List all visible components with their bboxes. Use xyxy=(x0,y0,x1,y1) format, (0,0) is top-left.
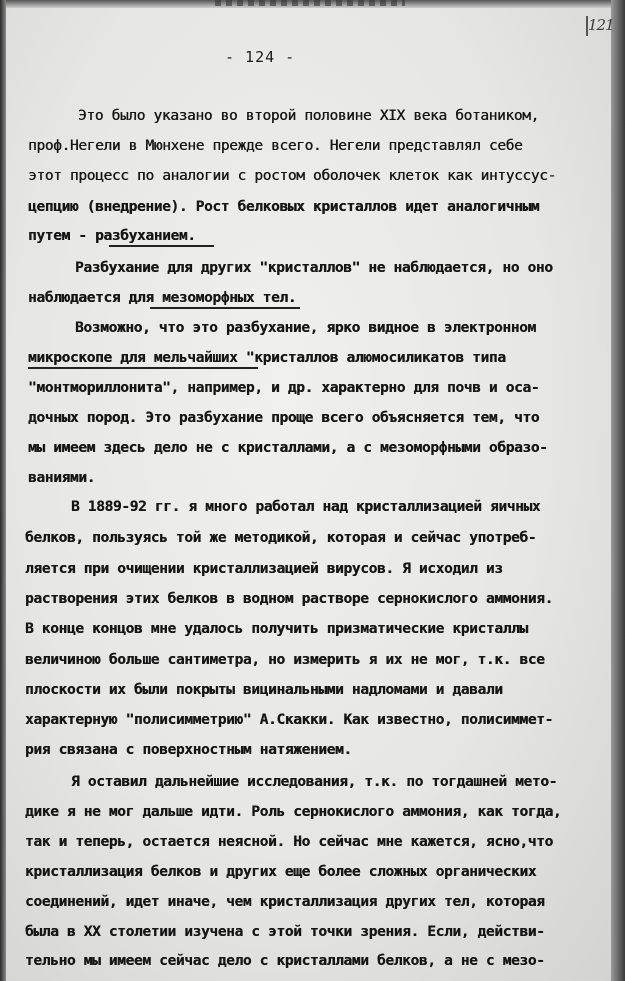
text-line: Я оставил дальнейшие исследования, т.к. по тогдашней мето- xyxy=(71,774,558,790)
text-line: плоскости их были покрыты вицинальными надломами и давали xyxy=(25,682,503,698)
text-line: тельно мы имеем сейчас дело с кристаллами белков, а не с мезо- xyxy=(25,953,545,969)
text-line: белков, пользуясь той же методикой, которая и сейчас употреб- xyxy=(25,530,537,546)
top-edge-marks xyxy=(215,0,405,6)
text-line: Это было указано во второй половине XIX века ботаником, xyxy=(78,108,539,124)
text-line: Возможно, что это разбухание, ярко видное в электронном xyxy=(75,320,536,336)
underline xyxy=(109,245,214,247)
text-line: цепцию (внедрение). Рост белковых кристаллов идет аналогичным xyxy=(28,199,540,215)
page-left-edge-shadow xyxy=(0,0,6,981)
text-line: была в XX столетии изучена с этой точки зрения. Если, действи- xyxy=(25,924,545,940)
text-line: "монтмориллонита", например, и др. характерно для почв и оса- xyxy=(28,380,540,396)
text-line: проф.Негели в Мюнхене прежде всего. Негели представлял себе xyxy=(28,138,523,154)
text-line: микроскопе для мельчайших "кристаллов алюмосиликатов типа xyxy=(28,350,506,366)
text-line: кристаллизация белков и других еще более сложных органических xyxy=(25,864,537,880)
text-line: Разбухание для других "кристаллов" не наблюдается, но оно xyxy=(75,260,553,276)
corner-handwritten-number: 121 xyxy=(588,16,614,34)
text-line: ляется при очищении кристаллизацией вирусов. Я исходил из xyxy=(25,561,503,577)
text-line: этот процесс по аналогии с ростом оболочек клеток как интуссус- xyxy=(28,168,556,184)
text-line: соединений, идет иначе, чем кристаллизация других тел, которая xyxy=(25,894,545,910)
text-line: путем - разбуханием. xyxy=(28,228,196,244)
text-line: растворения этих белков в водном растворе сернокислого аммония. xyxy=(25,591,553,607)
text-line: В конце концов мне удалось получить призматические кристаллы xyxy=(25,621,528,637)
text-line: мы имеем здесь дело не с кристаллами, а с мезоморфными образо- xyxy=(28,440,548,456)
page-right-edge-shadow xyxy=(611,0,625,981)
text-line: наблюдается для мезоморфных тел. xyxy=(28,290,297,306)
underline xyxy=(150,307,300,309)
text-line: величиною больше сантиметра, но измерить я их не мог, т.к. все xyxy=(25,652,545,668)
text-line: ваниями. xyxy=(28,470,96,486)
text-line: так и теперь, остается неясной. Но сейчас мне кажется, ясно,что xyxy=(25,834,553,850)
text-line: дике я не мог дальше идти. Роль сернокислого аммония, как тогда, xyxy=(25,804,562,820)
text-line: В 1889-92 гг. я много работал над кристаллизацией яичных xyxy=(71,499,541,515)
text-line: характерную "полисимметрию" А.Скакки. Как известно, полисиммет- xyxy=(25,712,553,728)
text-line: дочных пород. Это разбухание проще всего объясняется тем, что xyxy=(28,410,540,426)
text-line: рия связана с поверхностным натяжением. xyxy=(25,742,352,758)
page-number: - 124 - xyxy=(225,48,296,66)
underline xyxy=(28,367,258,369)
